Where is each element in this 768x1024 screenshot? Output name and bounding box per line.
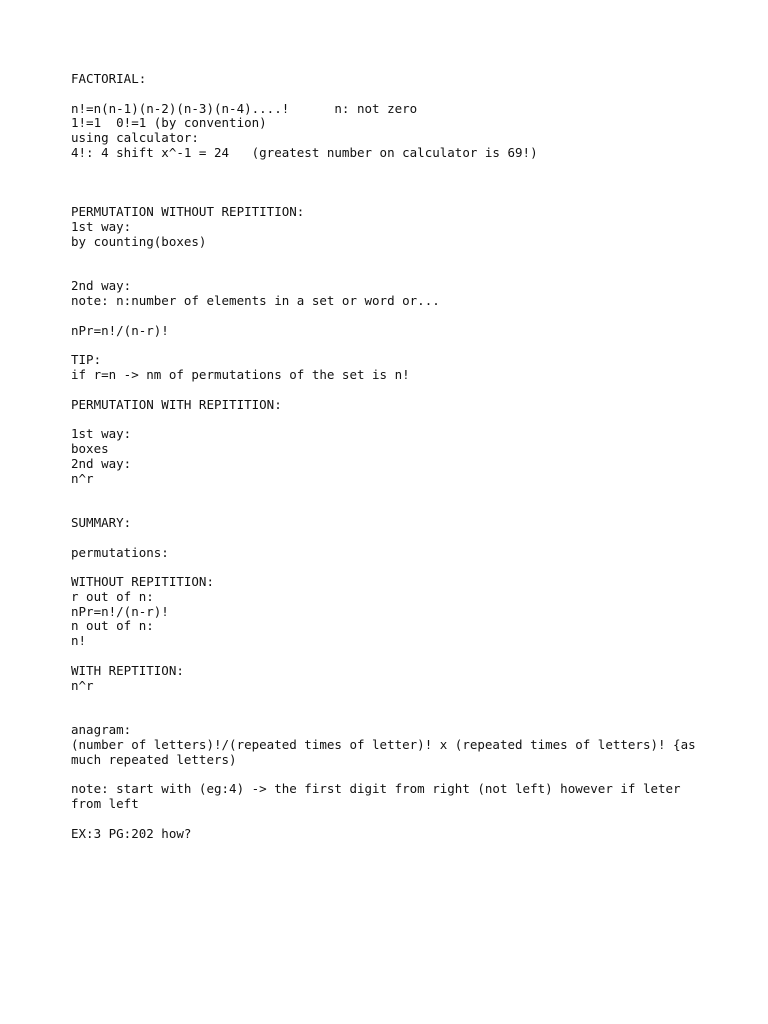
anagram-label: anagram:: [71, 722, 132, 738]
npr-formula: nPr=n!/(n-r)!: [71, 322, 169, 338]
first-way-label: 1st way:: [71, 218, 132, 234]
heading-factorial: FACTORIAL:: [71, 71, 147, 86]
blank-line: [71, 87, 711, 102]
tip-label: TIP:: [71, 352, 102, 368]
heading-permutation-without-repetition: PERMUTATION WITHOUT REPITITION:: [71, 204, 305, 220]
note-elements: note: n:number of elements in a set or word or...: [71, 292, 440, 308]
note-digit-order: note: start with (eg:4) -> the first digit from right (not left) however if leter: [71, 781, 681, 797]
tip-text: if r=n -> nm of permutations of the set is n!: [71, 366, 410, 382]
summary-with-repetition: WITH REPTITION:: [71, 662, 184, 678]
blank-line: [71, 708, 711, 723]
npr-formula: nPr=n!/(n-r)!: [71, 603, 169, 619]
note-digit-order-continued: from left: [71, 796, 139, 812]
blank-line: [71, 250, 711, 265]
blank-line: [71, 560, 711, 575]
blank-line: [71, 264, 711, 279]
summary-without-repetition: WITHOUT REPITITION:: [71, 574, 214, 590]
exercise-reference: EX:3 PG:202 how?: [71, 825, 192, 841]
anagram-formula-continued: much repeated letters): [71, 751, 237, 767]
first-way-label: 1st way:: [71, 426, 132, 442]
blank-line: [71, 338, 711, 353]
blank-line: [71, 531, 711, 546]
blank-line: [71, 812, 711, 827]
heading-summary: SUMMARY:: [71, 514, 132, 530]
second-way-label: 2nd way:: [71, 455, 132, 471]
calculator-label: using calculator:: [71, 130, 199, 146]
blank-line: [71, 649, 711, 664]
r-out-of-n-label: r out of n:: [71, 588, 154, 604]
blank-line: [71, 161, 711, 176]
n-out-of-n-label: n out of n:: [71, 618, 154, 634]
power-formula: n^r: [71, 470, 94, 486]
blank-line: [71, 767, 711, 782]
permutations-label: permutations:: [71, 544, 169, 560]
first-way-method: boxes: [71, 440, 109, 456]
factorial-convention: 1!=1 0!=1 (by convention): [71, 115, 267, 131]
calculator-example: 4!: 4 shift x^-1 = 24 (greatest number on calculator is 69!): [71, 144, 538, 160]
document-page: [71, 72, 711, 841]
factorial-formula: n!=n(n-1)(n-2)(n-3)(n-4)....! n: not zero: [71, 100, 418, 116]
first-way-method: by counting(boxes): [71, 233, 207, 249]
blank-line: [71, 486, 711, 501]
n-factorial: n!: [71, 633, 87, 649]
blank-line: [71, 412, 711, 427]
second-way-label: 2nd way:: [71, 278, 132, 294]
anagram-formula: (number of letters)!/(repeated times of letter)! x (repeated times of letters)! {as: [71, 736, 696, 752]
blank-line: [71, 190, 711, 205]
blank-line: [71, 693, 711, 708]
blank-line: [71, 501, 711, 516]
power-formula: n^r: [71, 677, 94, 693]
blank-line: [71, 309, 711, 324]
heading-permutation-with-repetition: PERMUTATION WITH REPITITION:: [71, 396, 282, 412]
blank-line: [71, 383, 711, 398]
blank-line: [71, 176, 711, 191]
